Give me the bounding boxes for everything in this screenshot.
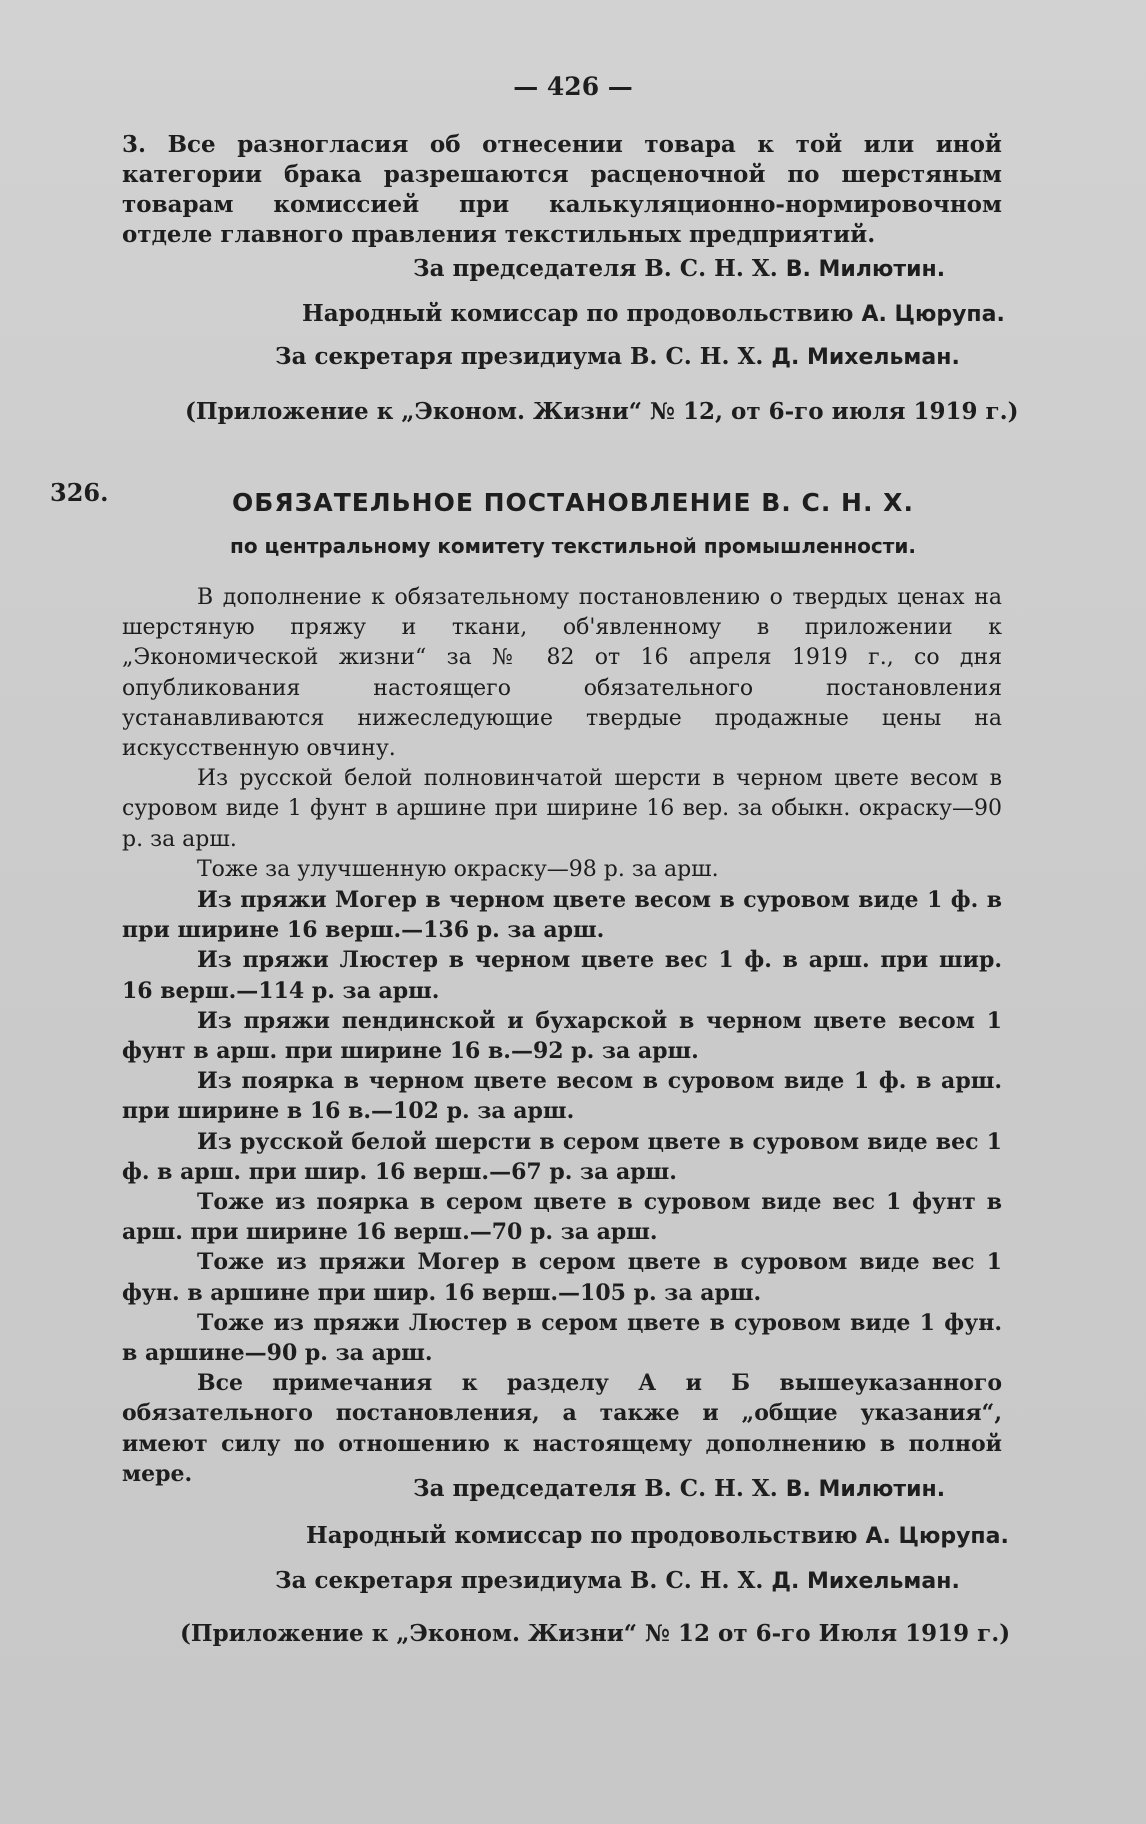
signature-role: За секретаря президиума В. С. Н. Х. [275,343,764,370]
signature-name: Д. Михельман. [771,345,960,370]
signature-chairman [413,255,945,282]
signature-chairman-bottom [413,1475,945,1502]
signature-role: За председателя В. С. Н. Х. [413,255,778,282]
price-item: Тоже из пряжи Могер в сером цвете в суровом виде вес 1 фун. в аршине при шир. 16 верш.—105 р. за арш. [122,1249,1002,1306]
signature-role: Народный комиссар по продовольствию [306,1522,858,1549]
decree-body [122,583,1002,1489]
signature-name: Д. Михельман. [771,1569,960,1594]
decree-heading: ОБЯЗАТЕЛЬНОЕ ПОСТАНОВЛЕНИЕ В. С. Н. Х. [232,488,914,517]
page-number: — 426 — [513,72,633,101]
signature-name: В. Милютин. [785,257,946,282]
signature-name: А. Цюрупа. [861,302,1005,327]
price-item: Тоже из поярка в сером цвете в суровом виде вес 1 фунт в арш. при ширине 16 верш.—70 р. за арш. [122,1189,1002,1246]
signature-role: За председателя В. С. Н. Х. [413,1475,778,1502]
signature-name: В. Милютин. [785,1477,946,1502]
price-item: Тоже за улучшенную окраску—98 р. за арш. [197,856,719,882]
decree-subheading: по центральному комитету текстильной промышленности. [230,534,916,558]
margin-document-number: 326. [50,478,109,507]
signature-role: Народный комиссар по продовольствию [302,300,854,327]
intro-paragraph: В дополнение к обязательному постановлению о твердых ценах на шерстяную пряжу и ткани, об'явленному в приложении к „Экономической жизни“ за № 82 от 16 апреля 1919 г., со дня опубликования настоящего обязательного постановления устанавливаются нижеследующие твердые продажные цены на искусственную овчину. [122,585,1002,762]
signature-commissar-bottom [306,1522,1009,1549]
closing-paragraph: Все примечания к разделу А и Б вышеуказанного обязательного постановления, а также и „общие указания“, имеют силу по отношению к настоящему дополнению в полной мере. [122,1370,1002,1487]
signature-name: А. Цюрупа. [865,1524,1009,1549]
paragraph-disputes: 3. Все разногласия об отнесении товара к той или иной категории брака разрешаются расценочной по шерстяным товарам комиссией при калькуляционно-нормировочном отделе главного правления текстильных предприятий. [122,131,1002,248]
price-item: Из русской белой шерсти в сером цвете в суровом виде вес 1 ф. в арш. при шир. 16 верш.—67 р. за арш. [122,1128,1002,1185]
signature-commissar [302,300,1005,327]
source-note-bottom: (Приложение к „Эконом. Жизни“ № 12 от 6-го Июля 1919 г.) [180,1620,1011,1647]
price-item: Тоже из пряжи Люстер в сером цвете в суровом виде 1 фун. в аршине—90 р. за арш. [122,1309,1002,1367]
price-item: Из поярка в черном цвете весом в суровом виде 1 ф. в арш. при ширине в 16 в.—102 р. за арш. [122,1068,1002,1125]
source-note-top: (Приложение к „Эконом. Жизни“ № 12, от 6-го июля 1919 г.) [185,398,1019,425]
signature-role: За секретаря президиума В. С. Н. Х. [275,1567,764,1594]
price-item: Из пряжи Люстер в черном цвете вес 1 ф. в арш. при шир. 16 верш.—114 р. за арш. [122,947,1002,1004]
signature-secretary [275,343,960,370]
signature-secretary-bottom [275,1567,960,1594]
price-item: Из пряжи Могер в черном цвете весом в суровом виде 1 ф. в при ширине 16 верш.—136 р. за арш. [122,887,1002,944]
price-item: Из русской белой полновинчатой шерсти в черном цвете весом в суровом виде 1 фунт в аршине при ширине 16 вер. за обыкн. окраску—90 р. за арш. [122,766,1002,852]
price-item: Из пряжи пендинской и бухарской в черном цвете весом 1 фунт в арш. при ширине 16 в.—92 р. за арш. [122,1007,1002,1065]
